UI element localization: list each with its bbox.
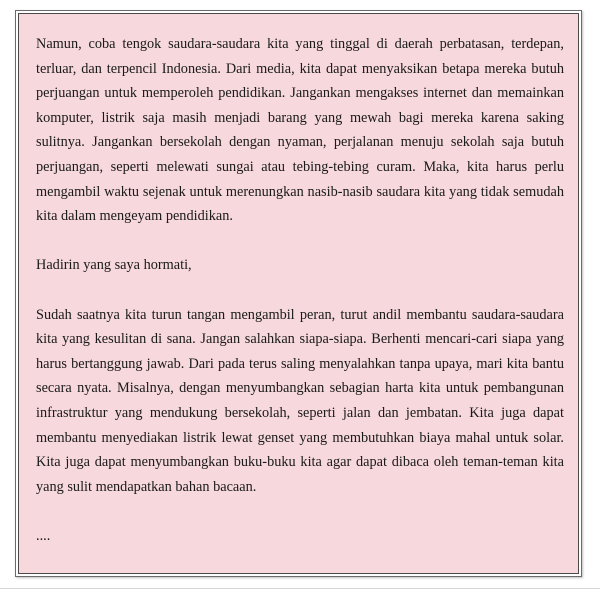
text-box — [18, 13, 579, 574]
text-box-frame — [15, 10, 582, 577]
page-bottom-divider — [0, 588, 600, 589]
paragraph-greeting: Hadirin yang saya hormati, — [36, 257, 192, 274]
paragraph-intro: Namun, coba tengok saudara-saudara kita yang tinggal di daerah perbatasan, terdepan, terluar, dan terpencil Indonesia. Dari media, kita dapat menyaksikan betapa mereka butuh perjuangan untuk memperoleh pendidikan. Jangankan mengakses internet dan memainkan komputer, listrik saja masih menjadi barang yang mewah bagi mereka karena saking sulitnya. Jangankan bersekolah dengan nyaman, perjalanan menuju sekolah saja butuh perjuangan, seperti melewati sungai atau tebing-tebing curam. Maka, kita harus perlu mengambil waktu sejenak untuk merenungkan nasib-nasib saudara kita yang tidak semudah kita dalam mengeyam pendidikan. — [36, 36, 564, 225]
paragraph-call-to-action: Sudah saatnya kita turun tangan mengambil peran, turut andil membantu saudara-saudara kita yang kesulitan di sana. Jangan salahkan siapa-siapa. Berhenti mencari-cari siapa yang harus bertanggung jawab. Dari pada terus saling menyalahkan tanpa upaya, mari kita bantu secara nyata. Misalnya, dengan menyumbangkan sebagian harta kita untuk pembangunan infrastruktur yang mendukung bersekolah, seperti jalan dan jembatan. Kita juga dapat membantu menyediakan listrik lewat genset yang membutuhkan biaya mahal untuk solar. Kita juga dapat menyumbangkan buku-buku kita agar dapat dibaca oleh teman-teman kita yang sulit mendapatkan bahan bacaan. — [36, 306, 564, 495]
paragraph-ellipsis: .... — [36, 527, 51, 544]
